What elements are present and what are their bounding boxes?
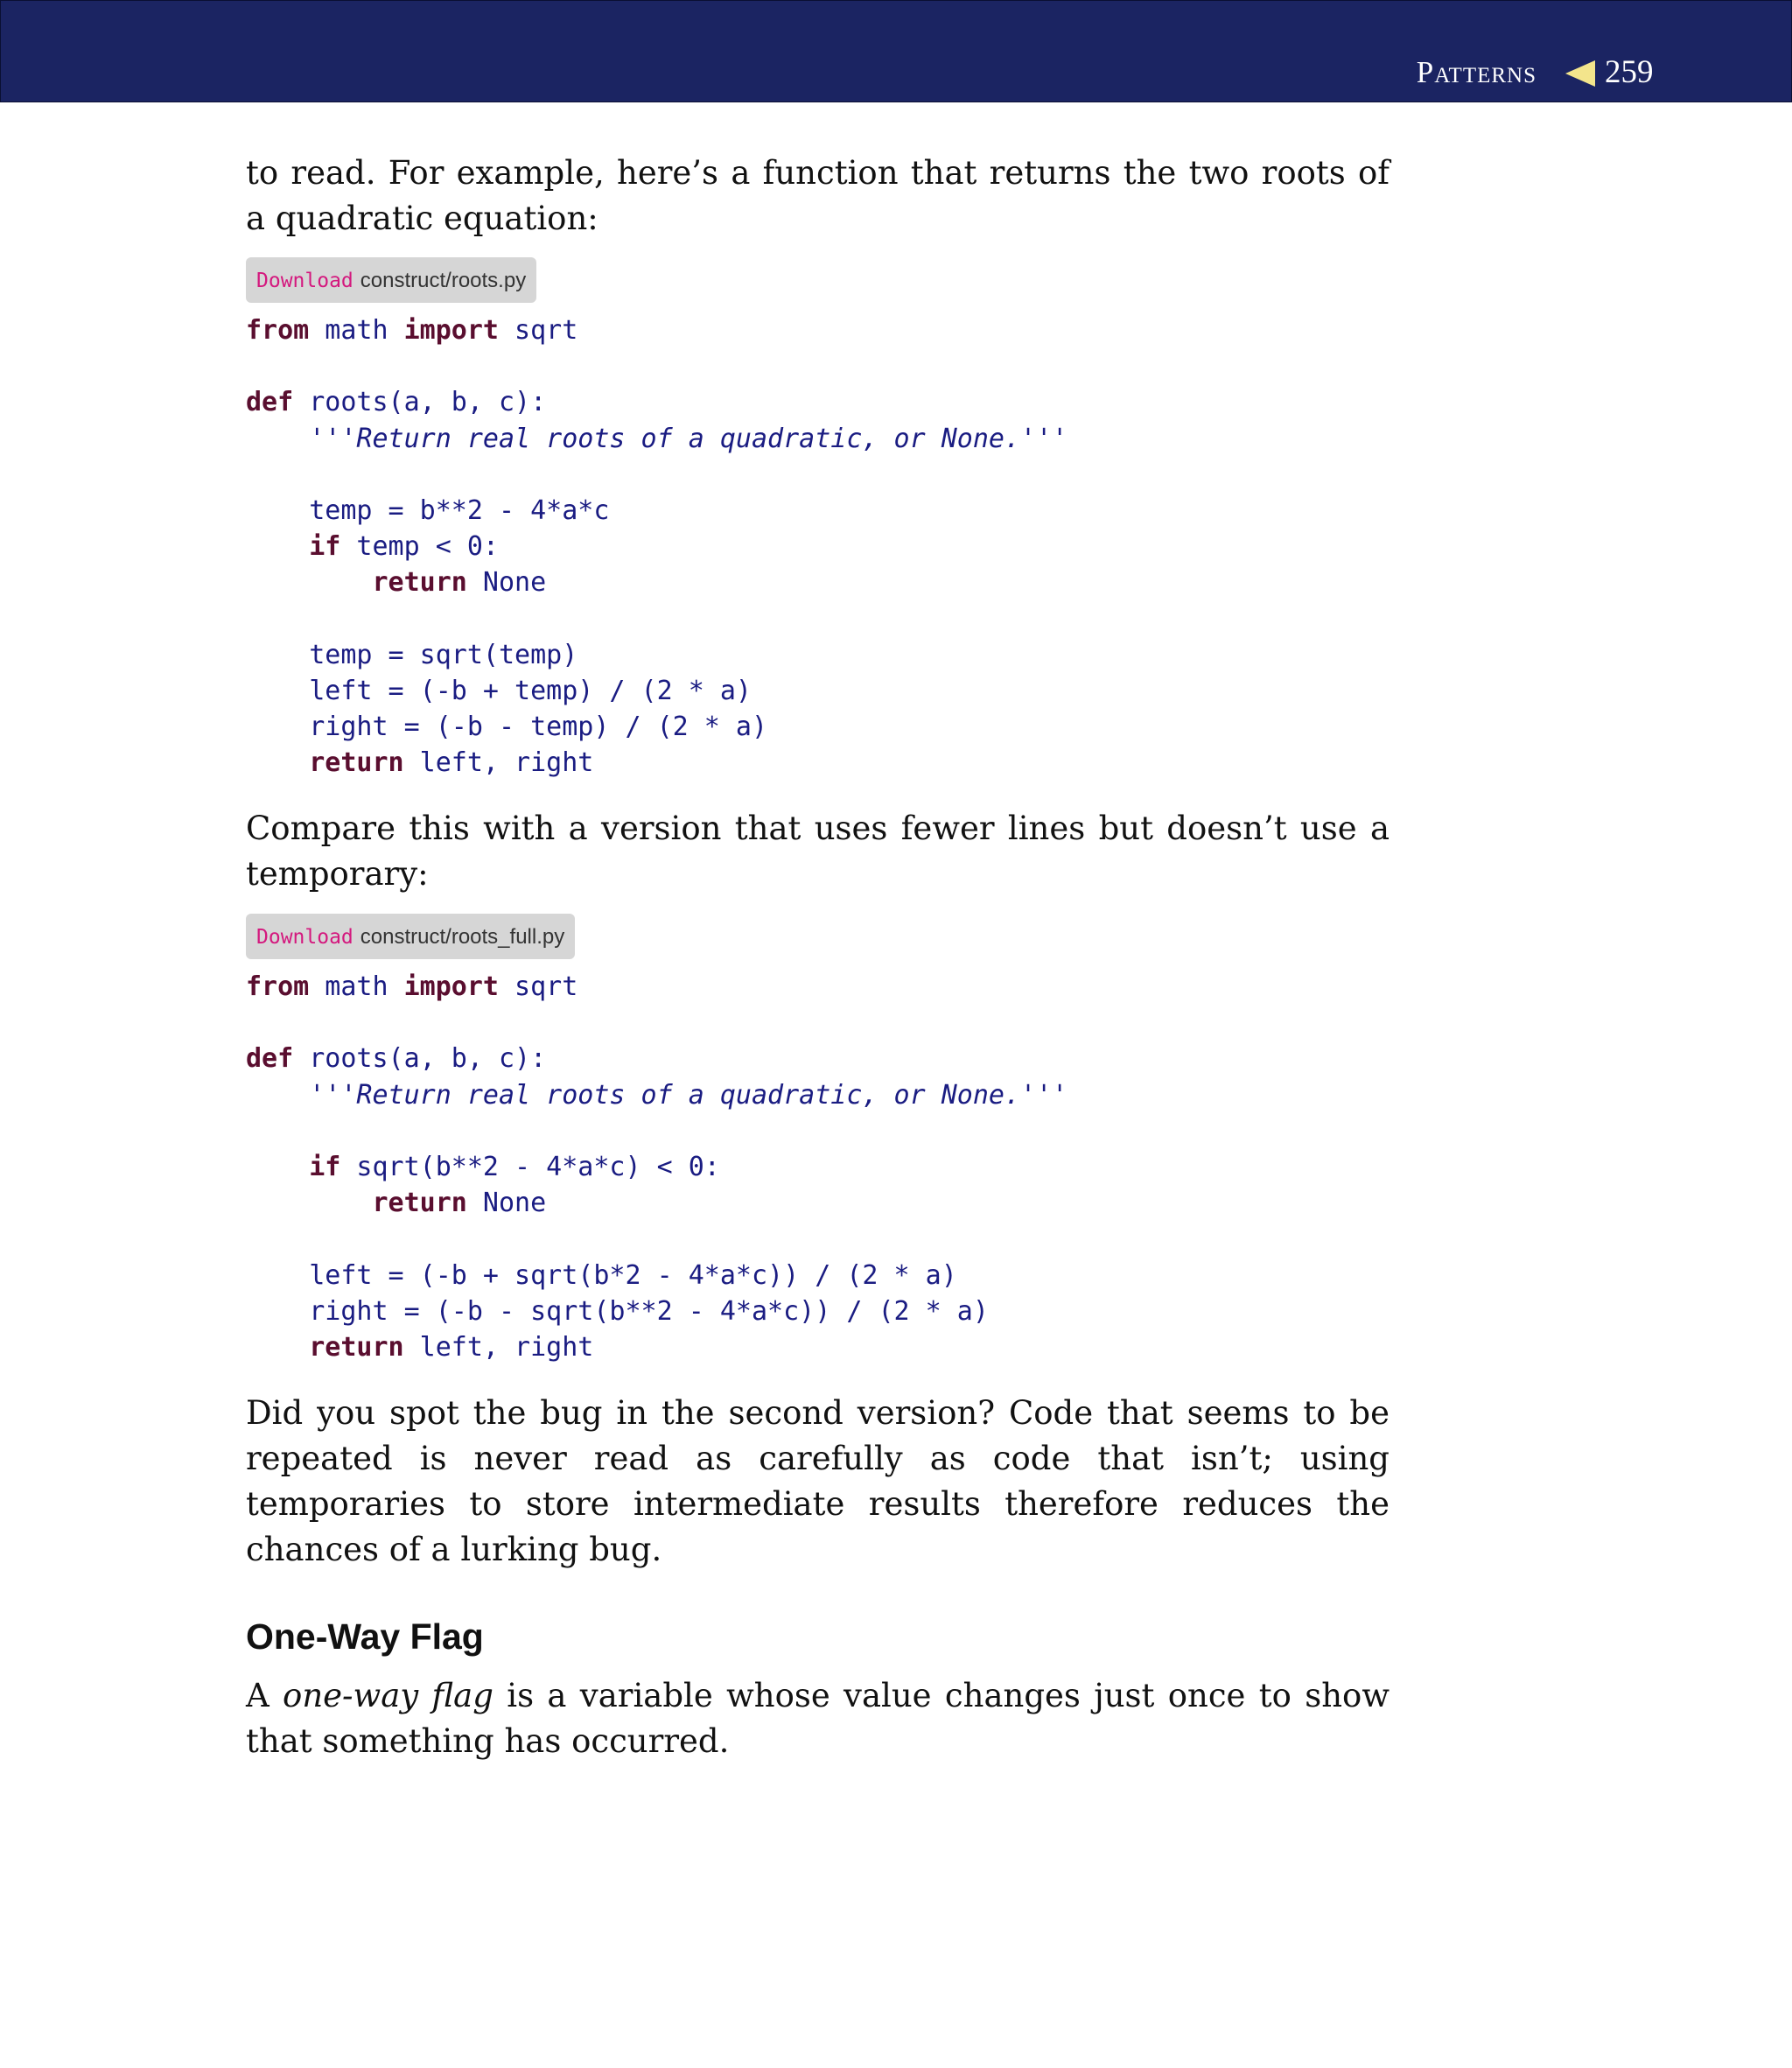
- code-listing-roots-full: from math import sqrt def roots(a, b, c): '''Return real roots of a quadratic, or None.''' if sqrt(b**2 - 4*a*c) < 0: return None left = (-b + sqrt(b*2 - 4*a*c)) / (2 * a) right = (-b - sqrt(b**2 - 4*a*c)) / (2 * a) return left, right: [246, 971, 1068, 1363]
- download-tag-roots-full[interactable]: [246, 914, 575, 959]
- download-tag-roots[interactable]: [246, 257, 536, 303]
- definition-paragraph: A one-way flag is a variable whose value changes just once to show that something has occurred.: [246, 1677, 1390, 1760]
- download-link[interactable]: Download: [256, 270, 354, 292]
- section-heading: One-Way Flag: [246, 1616, 484, 1657]
- page-number: 259: [1605, 54, 1654, 90]
- code-listing-roots: from math import sqrt def roots(a, b, c): '''Return real roots of a quadratic, or None.''' temp = b**2 - 4*a*c if temp < 0: return None temp = sqrt(temp) left = (-b + temp) / (2 * a) right = (-b - temp) / (2 * a) return left, right: [246, 315, 1068, 779]
- page-header: [0, 0, 1792, 102]
- intro-paragraph: to read. For example, here’s a function that returns the two roots of a quadratic equation:: [246, 154, 1390, 237]
- file-path[interactable]: construct/roots.py: [360, 269, 527, 292]
- chapter-title: Patterns: [1416, 55, 1536, 89]
- compare-paragraph: Compare this with a version that uses fewer lines but doesn’t use a temporary:: [246, 810, 1390, 893]
- file-path[interactable]: construct/roots_full.py: [360, 925, 565, 949]
- previous-arrow-icon[interactable]: [1565, 60, 1595, 87]
- defined-term: one-way flag: [283, 1677, 494, 1714]
- bug-paragraph: Did you spot the bug in the second version? Code that seems to be repeated is never read as carefully as code that isn’t; using temporaries to store intermediate results therefore reduces the chances of a lurking bug.: [246, 1394, 1390, 1568]
- download-link[interactable]: Download: [256, 926, 354, 949]
